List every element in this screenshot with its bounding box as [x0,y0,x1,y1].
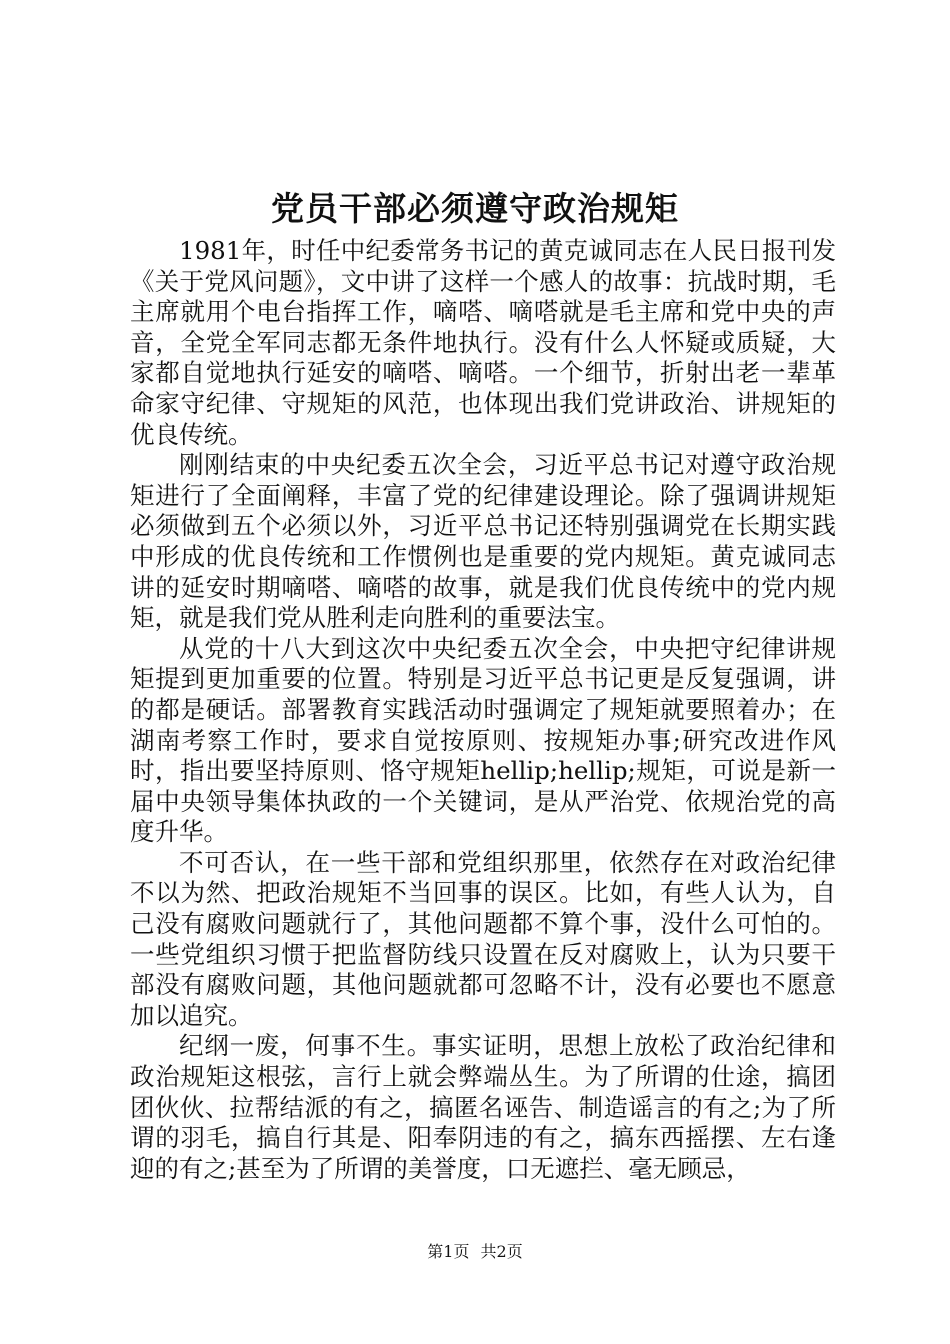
paragraph-2: 刚刚结束的中央纪委五次全会，习近平总书记对遵守政治规矩进行了全面阐释，丰富了党的纪律建设理论。除了强调讲规矩必须做到五个必须以外，习近平总书记还特别强调党在长期实践中形成的优良传统和工作惯例也是重要的党内规矩。黄克诚同志讲的延安时期嘀嗒、嘀嗒的故事，就是我们优良传统中的党内规矩，就是我们党从胜利走向胜利的重要法宝。 [130,450,836,633]
page-number-current: 第1页 [427,1242,470,1261]
page-number-total: 共2页 [480,1242,523,1261]
document-title: 党员干部必须遵守政治规矩 [271,189,679,228]
paragraph-5: 纪纲一废，何事不生。事实证明，思想上放松了政治纪律和政治规矩这根弦，言行上就会弊端丛生。为了所谓的仕途，搞团团伙伙、拉帮结派的有之，搞匿名诬告、制造谣言的有之;为了所谓的羽毛，搞自行其是、阳奉阴违的有之，搞东西摇摆、左右逢迎的有之;甚至为了所谓的美誉度，口无遮拦、毫无顾忌， [130,1031,836,1183]
document-body [130,236,836,1184]
paragraph-3: 从党的十八大到这次中央纪委五次全会，中央把守纪律讲规矩提到更加重要的位置。特别是习近平总书记更是反复强调，讲的都是硬话。部署教育实践活动时强调定了规矩就要照着办；在湖南考察工作时，要求自觉按原则、按规矩办事;研究改进作风时，指出要坚持原则、恪守规矩hellip;hellip;规矩，可说是新一届中央领导集体执政的一个关键词，是从严治党、依规治党的高度升华。 [130,633,836,847]
paragraph-4: 不可否认，在一些干部和党组织那里，依然存在对政治纪律不以为然、把政治规矩不当回事的误区。比如，有些人认为，自己没有腐败问题就行了，其他问题都不算个事，没什么可怕的。一些党组织习惯于把监督防线只设置在反对腐败上，认为只要干部没有腐败问题，其他问题就都可忽略不计，没有必要也不愿意加以追究。 [130,847,836,1030]
paragraph-1: 1981年，时任中纪委常务书记的黄克诚同志在人民日报刊发《关于党风问题》，文中讲了这样一个感人的故事：抗战时期，毛主席就用个电台指挥工作，嘀嗒、嘀嗒就是毛主席和党中央的声音，全党全军同志都无条件地执行。没有什么人怀疑或质疑，大家都自觉地执行延安的嘀嗒、嘀嗒。一个细节，折射出老一辈革命家守纪律、守规矩的风范，也体现出我们党讲政治、讲规矩的优良传统。 [130,236,836,449]
page-footer [0,1240,950,1264]
